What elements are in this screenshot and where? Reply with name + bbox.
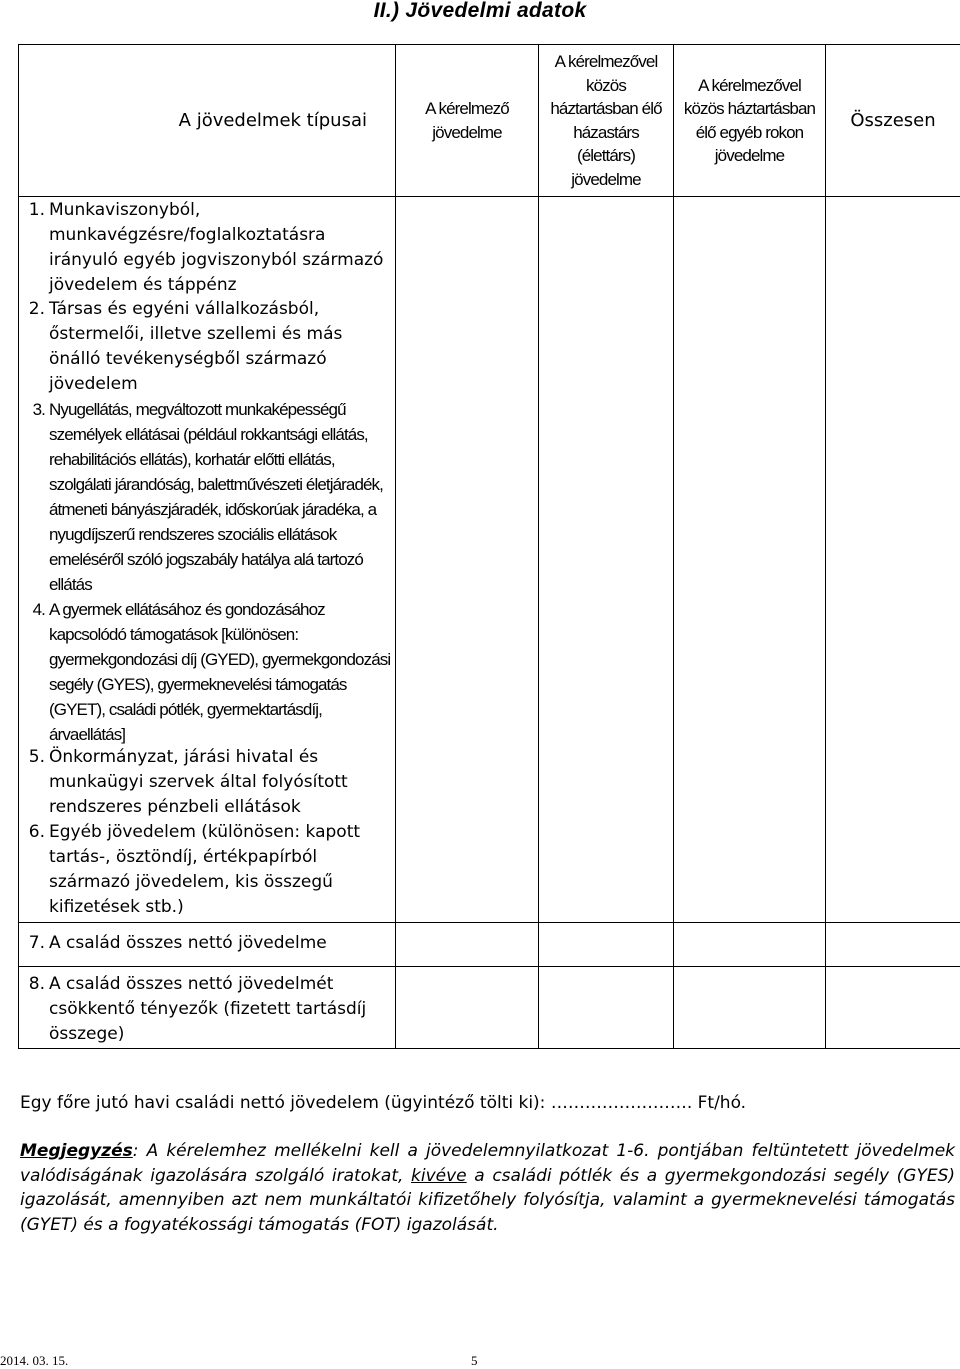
header-total: Összesen: [826, 45, 960, 197]
item-label: Társas és egyéni vállalkozásból, őstermelői, illetve szellemi és más önálló tevékenységből származó jövedelem: [49, 299, 343, 394]
note-paragraph: [20, 1139, 955, 1237]
list-item: [19, 820, 395, 922]
item-number: 8.: [28, 974, 45, 994]
footer-date: 2014. 03. 15.: [0, 1353, 69, 1368]
list-item: [19, 597, 395, 745]
list-item: [19, 297, 395, 397]
applicant-income-cell: [396, 197, 539, 923]
note-underlined-word: kivéve: [411, 1165, 467, 1186]
header-spouse-income: A kérelmezővel közös háztartásban élő házastárs (élettárs) jövedelme: [539, 45, 674, 197]
item-label: Munkaviszonyból, munkavégzésre/foglalkoztatásra irányuló egyéb jogviszonyból származó jövedelem és táppénz: [49, 200, 384, 295]
total-cell: [826, 197, 960, 923]
item-number: 2.: [28, 299, 45, 319]
note-text-part: a családi pótlék és a gyermekgondozási segély (GYES) igazolását, amennyiben azt nem munkáltatói kifizetőhely folyósítja, valamint a gyermeknevelési támogatás (GYET) és a fogyatékossági támogatás (FOT) igazolását.: [20, 1165, 955, 1235]
item-number: 4.: [32, 600, 45, 619]
list-item: [19, 745, 395, 820]
table-row: [19, 197, 960, 923]
table-row: [19, 923, 960, 967]
item-number: 7.: [28, 933, 45, 953]
item-label: Egyéb jövedelem (különösen: kapott tartás-, ösztöndíj, értékpapírból származó jövedelem, kis összegű kifizetések stb.): [49, 822, 361, 917]
item-number: 3.: [32, 400, 45, 419]
applicant-income-cell: [396, 923, 539, 967]
total-cell: [826, 923, 960, 967]
income-table: [18, 44, 960, 1049]
relative-income-cell: [674, 967, 826, 1049]
spouse-income-cell: [539, 967, 674, 1049]
section-title: II.) Jövedelmi adatok: [373, 0, 587, 22]
item-label: A család összes nettó jövedelme: [49, 933, 327, 953]
relative-income-cell: [674, 197, 826, 923]
spouse-income-cell: [539, 923, 674, 967]
page-number: 5: [471, 1353, 478, 1368]
per-capita-income-line: Egy főre jutó havi családi nettó jövedelem (ügyintéző tölti ki): ……………………. Ft/hó.: [20, 1093, 747, 1113]
income-type-cell: [19, 197, 396, 923]
header-relative-income: A kérelmezővel közös háztartásban élő egyéb rokon jövedelme: [674, 45, 826, 197]
spouse-income-cell: [539, 197, 674, 923]
item-label: A család összes nettó jövedelmét csökkentő tényezők (fizetett tartásdíj összege): [49, 974, 367, 1044]
item-label: Nyugellátás, megváltozott munkaképességű személyek ellátásai (például rokkantsági ellátás, rehabilitációs ellátás), korhatár előtti ellátás, szolgálati járandóság, balettművészeti életjáradék, átmeneti bányászjáradék, időskorúak járadéka, a nyugdíjszerű rendszeres szociális ellátások emeléséről szóló jogszabály hatálya alá tartozó ellátás: [49, 400, 383, 594]
item-number: 5.: [28, 747, 45, 767]
total-cell: [826, 967, 960, 1049]
note-label: Megjegyzés: [20, 1141, 133, 1161]
item-number: 6.: [28, 822, 45, 842]
applicant-income-cell: [396, 967, 539, 1049]
list-item: [19, 967, 395, 1047]
header-income-types: A jövedelmek típusai: [19, 45, 396, 197]
relative-income-cell: [674, 923, 826, 967]
table-header-row: [19, 45, 960, 197]
list-item: [19, 397, 395, 597]
item-number: 1.: [28, 200, 45, 220]
note-text-part: : A kérelemhez mellékelni kell a jövedelemnyilatkozat 1-6. pontjában feltüntetett jövedelmek valódiságának igazolására szolgáló iratokat,: [20, 1141, 955, 1186]
income-type-cell: [19, 923, 396, 967]
table-row: [19, 967, 960, 1049]
header-applicant-income: A kérelmező jövedelme: [396, 45, 539, 197]
list-item: [19, 197, 395, 297]
item-label: Önkormányzat, járási hivatal és munkaügyi szervek által folyósított rendszeres pénzbeli ellátások: [49, 747, 348, 817]
item-label: A gyermek ellátásához és gondozásához kapcsolódó támogatások [különösen: gyermekgondozási díj (GYED), gyermekgondozási segély (GYES), gyermeknevelési támogatás (GYET), családi pótlék, gyermektartásdíj, árvaellátás]: [49, 600, 391, 744]
income-type-cell: [19, 967, 396, 1049]
list-item: [19, 923, 395, 956]
